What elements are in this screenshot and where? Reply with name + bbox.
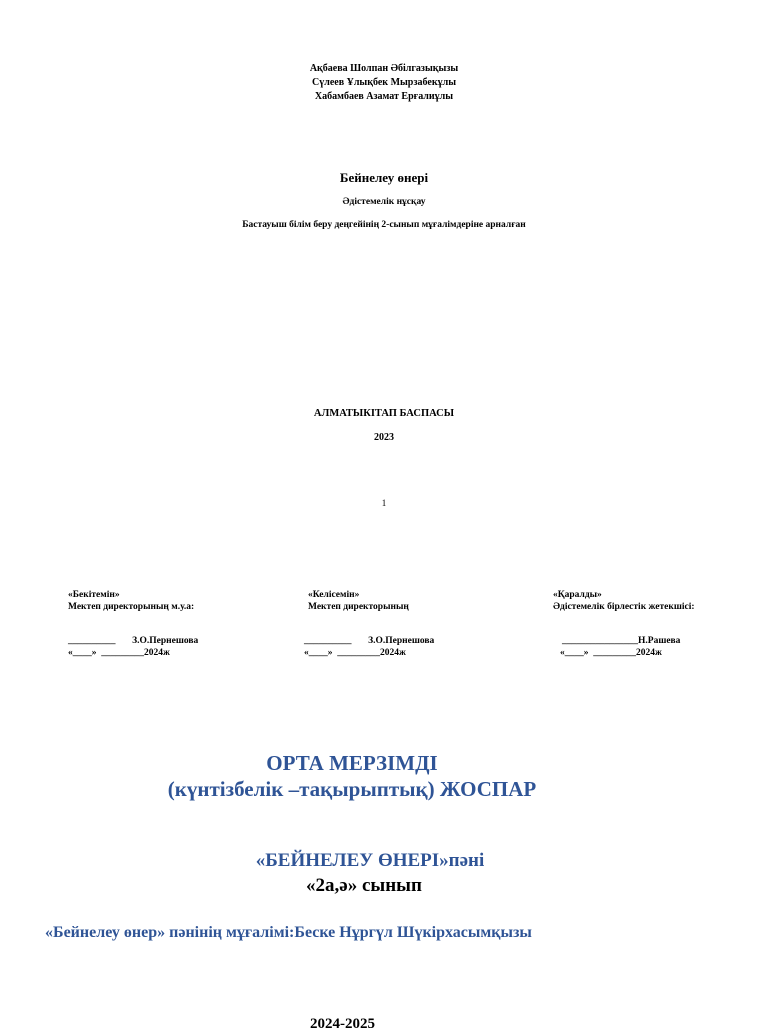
signature-role: Мектеп директорының	[308, 602, 409, 612]
cover-method-guide: Әдістемелік нұсқау	[342, 197, 426, 207]
plan-title-line1: ОРТА МЕРЗІМДІ	[266, 751, 438, 775]
cover-year: 2023	[374, 432, 394, 443]
authors-block	[0, 62, 768, 104]
signature-block-reviewed	[553, 589, 695, 659]
cover-subject: Бейнелеу өнері	[339, 170, 429, 185]
cover-publisher: АЛМАТЫКІТАП БАСПАСЫ	[313, 408, 455, 419]
page-number: 1	[381, 498, 387, 508]
signature-title: «Қаралды»	[553, 590, 602, 600]
plan-title	[0, 750, 704, 802]
signature-name-line: __________ З.О.Пернешова	[68, 636, 199, 646]
signature-date-line: «____» _________2024ж	[68, 648, 170, 658]
signature-role: Мектеп директорының м.у.а:	[68, 602, 195, 612]
signature-role: Әдістемелік бірлестік жетекшісі:	[553, 602, 695, 612]
signature-block-approve	[68, 589, 198, 659]
signature-date-line: «____» _________2024ж	[560, 648, 662, 658]
signature-name-line: __________ З.О.Пернешова	[304, 636, 435, 646]
plan-subject: «БЕЙНЕЛЕУ ӨНЕРІ»пәні	[255, 850, 485, 871]
cover-audience: Бастауыш білім беру деңгейінің 2-сынып мұғалімдеріне арналған	[242, 220, 526, 230]
signature-date-line: «____» _________2024ж	[304, 648, 406, 658]
plan-school-year: 2024-2025	[310, 1016, 375, 1032]
signature-title: «Бекітемін»	[68, 590, 120, 600]
author-name: Хабамбаев Азамат Ерғалиұлы	[314, 91, 454, 102]
signature-block-agree	[304, 589, 435, 659]
author-name: Сүлеев Ұлықбек Мырзабекұлы	[311, 77, 456, 88]
signature-title: «Келісемін»	[308, 590, 360, 600]
author-name: Ақбаева Шолпан Әбілгазықызы	[309, 63, 459, 74]
plan-title-line2: (күнтізбелік –тақырыптық) ЖОСПАР	[167, 777, 537, 801]
plan-class: «2а,ә» сынып	[306, 875, 422, 896]
plan-teacher: «Бейнелеу өнер» пәнінің мұғалімі:Беске Нұргүл Шүкірхасымқызы	[45, 924, 532, 941]
signature-name-line: ________________Н.Рашева	[562, 636, 681, 646]
